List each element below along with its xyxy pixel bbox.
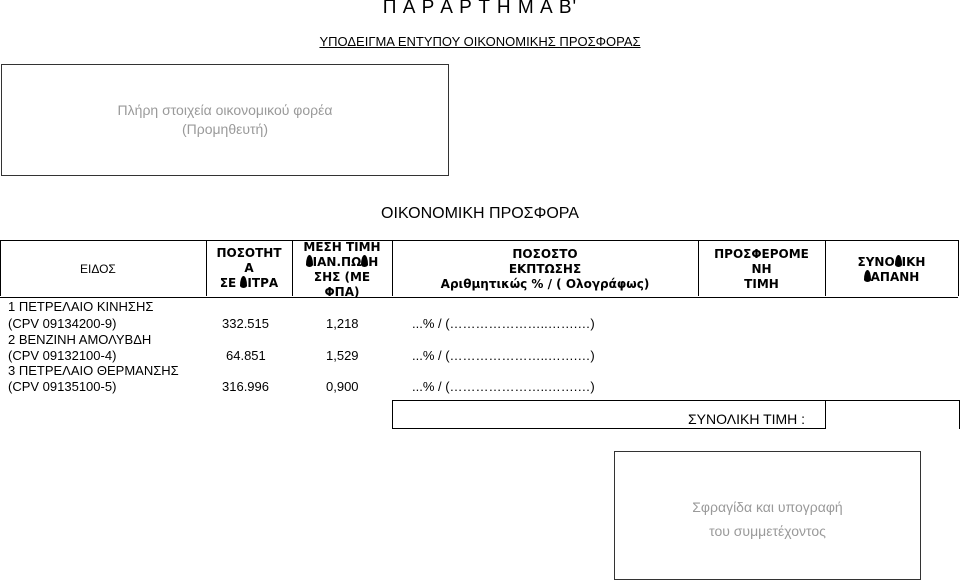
item-cpv: (CPV 09134200-9) — [8, 316, 117, 331]
divider — [0, 240, 1, 296]
header-discount: ΠΟΣΟΣΤΟ ΕΚΠΤΩΣΗΣ Αριθμητικώς % / ( Ολογράφως) — [440, 247, 650, 291]
item-discount: ...% / (…………………..…….…) — [412, 348, 595, 363]
ink-blot-icon — [306, 255, 313, 267]
item-cpv: (CPV 09132100-4) — [8, 348, 117, 363]
item-quantity: 64.851 — [226, 348, 266, 363]
item-quantity: 316.996 — [222, 379, 269, 394]
total-box — [392, 400, 960, 429]
table-row — [8, 332, 151, 347]
table-row — [8, 299, 153, 314]
item-price: 1,529 — [326, 348, 359, 363]
signature-line-1: Σφραγίδα και υπογραφή — [692, 499, 843, 515]
supplier-line-1: Πλήρη στοιχεία οικονομικού φορέα — [117, 102, 333, 118]
ink-blot-icon — [864, 270, 871, 282]
divider — [825, 400, 826, 428]
item-price: 0,900 — [326, 379, 359, 394]
header-quantity: ΠΟΣΟΤΗΤ Α ΣΕ ΙΤΡΑ — [216, 246, 282, 290]
item-discount: ...% / (…………………..…….…) — [412, 316, 595, 331]
item-name: 1 ΠΕΤΡΕΛΑΙΟ ΚΙΝΗΣΗΣ — [8, 299, 154, 314]
supplier-box — [1, 64, 449, 176]
header-average-price: ΜΕΣΗ ΤΙΜΗ ΙΑΝ.ΠΩ Η ΣΗΣ (ΜΕ ΦΠΑ) — [303, 240, 381, 299]
item-discount: ...% / (…………………..…….…) — [412, 379, 595, 394]
divider — [958, 240, 959, 296]
table-row — [8, 363, 179, 378]
signature-box — [614, 451, 921, 580]
page-title: Π Α Ρ Α Ρ Τ Η Μ Α Β' — [382, 0, 578, 18]
divider — [392, 428, 826, 429]
ink-blot-icon — [895, 255, 902, 267]
item-cpv: (CPV 09135100-5) — [8, 379, 117, 394]
header-total-cost: ΣΥΝΟ ΙΚΗ ΑΠΑΝΗ — [857, 255, 926, 284]
section-title: ΟΙΚΟΝΟΜΙΚΗ ΠΡΟΣΦΟΡΑ — [381, 205, 579, 222]
header-item: ΕΙΔΟΣ — [80, 262, 116, 276]
item-price: 1,218 — [326, 316, 359, 331]
page-subtitle: ΥΠΟΔΕΙΓΜΑ ΕΝΤΥΠΟΥ ΟΙΚΟΝΟΜΙΚΗΣ ΠΡΟΣΦΟΡΑΣ — [319, 34, 641, 49]
total-label: ΣΥΝΟΛΙΚΗ ΤΙΜΗ : — [688, 411, 806, 427]
header-offered-price: ΠΡΟΣΦΕΡΟΜΕ ΝΗ ΤΙΜΗ — [714, 247, 809, 291]
item-name: 2 ΒΕΝΖΙΝΗ ΑΜΟΛΥΒΔΗ — [8, 332, 152, 347]
supplier-line-2: (Προμηθευτή) — [181, 121, 269, 137]
item-name: 3 ΠΕΤΡΕΛΑΙΟ ΘΕΡΜΑΝΣΗΣ — [8, 363, 179, 378]
signature-line-2: του συμμετέχοντος — [709, 523, 826, 539]
item-quantity: 332.515 — [222, 316, 269, 331]
